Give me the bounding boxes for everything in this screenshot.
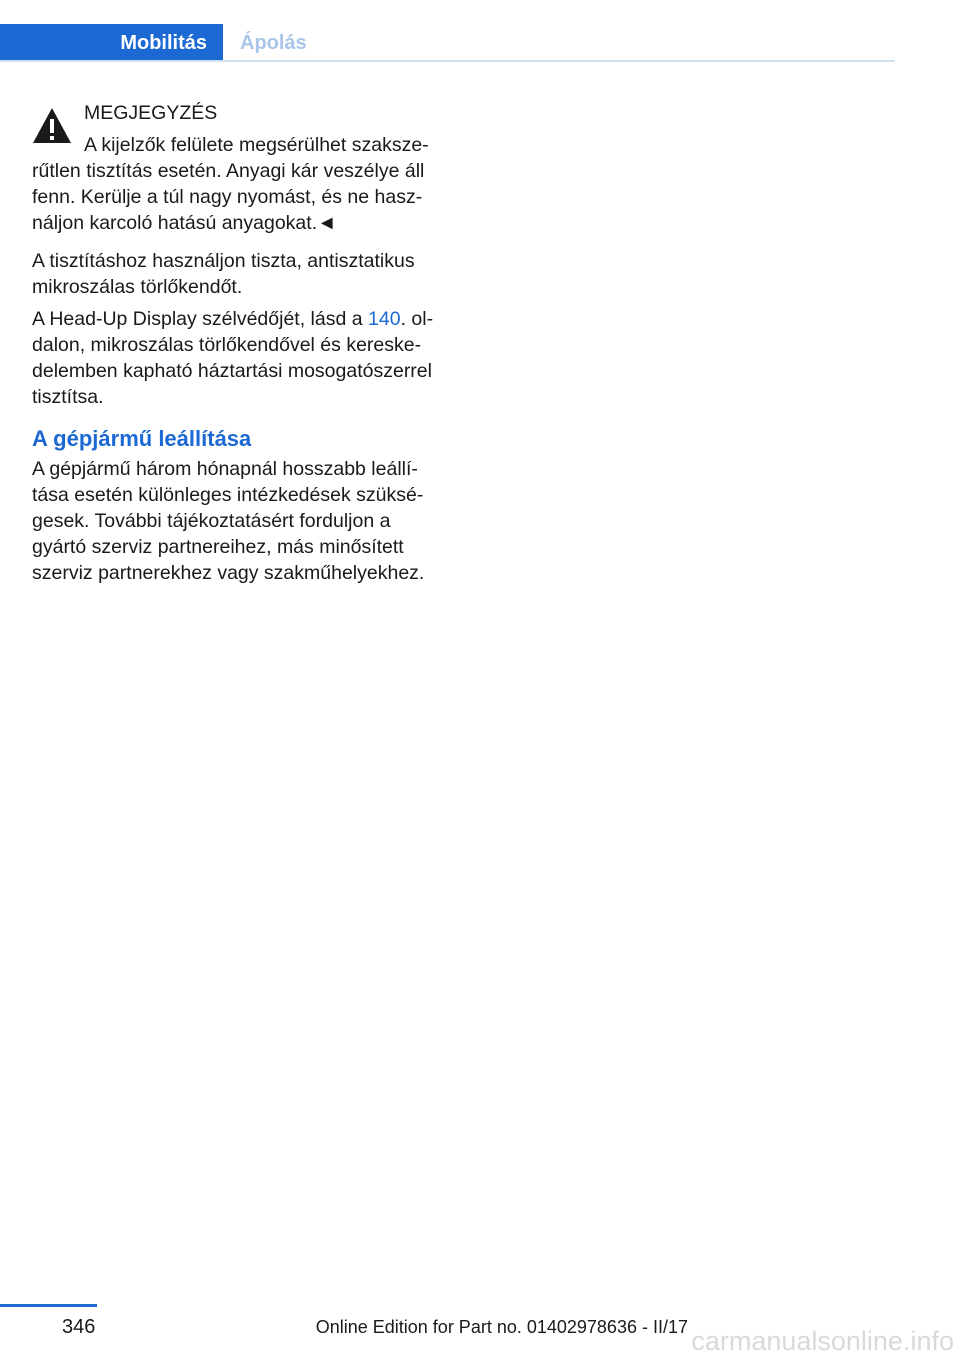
note-line-1: A kijelzők felülete megsérülhet szaksze- xyxy=(84,134,429,156)
edition-text: Online Edition for Part no. 01402978636 - II/17 xyxy=(315,1317,688,1337)
footer-accent-bar xyxy=(0,1304,97,1307)
paragraph-cleaning: A tisztításhoz használjon tiszta, antisztatikus mikroszálas törlőkendőt. xyxy=(32,250,415,298)
note-text: rűtlen tisztítás esetén. Anyagi kár veszélye áll fenn. Kerülje a túl nagy nyomást, és ne hasz-náljon karcoló hatású anyagokat.◄ xyxy=(32,160,425,234)
watermark: carmanualsonline.info xyxy=(691,1326,954,1356)
section-body: A gépjármű három hónapnál hosszabb leállí-tása esetén különleges intézkedések szüksé-gesek. További tájékoztatásért forduljon a gyártó szerviz partnereihez, más minősített szerviz partnerekhez vagy szakműhelyekhez. xyxy=(32,458,425,584)
tab-mobilitas[interactable]: Mobilitás xyxy=(0,24,223,62)
warning-note xyxy=(32,100,442,236)
header-divider xyxy=(0,60,895,62)
hud-text-before: A Head-Up Display szélvédőjét, lásd a xyxy=(32,308,369,330)
section-heading: A gépjármű leállítása xyxy=(32,426,252,451)
page-link-140[interactable]: 140 xyxy=(368,308,401,330)
page-header xyxy=(0,24,895,60)
tab-apolas[interactable]: Ápolás xyxy=(240,32,307,54)
note-title: MEGJEGYZÉS xyxy=(84,102,218,124)
warning-triangle-icon xyxy=(32,106,72,146)
page-number: 346 xyxy=(62,1316,96,1338)
paragraph-hud xyxy=(32,306,442,410)
main-content xyxy=(32,100,442,586)
hud-text-after: . ol-dalon, mikroszálas törlőkendővel és kereske-delemben kapható háztartási mosogatószerrel tisztítsa. xyxy=(32,308,434,408)
